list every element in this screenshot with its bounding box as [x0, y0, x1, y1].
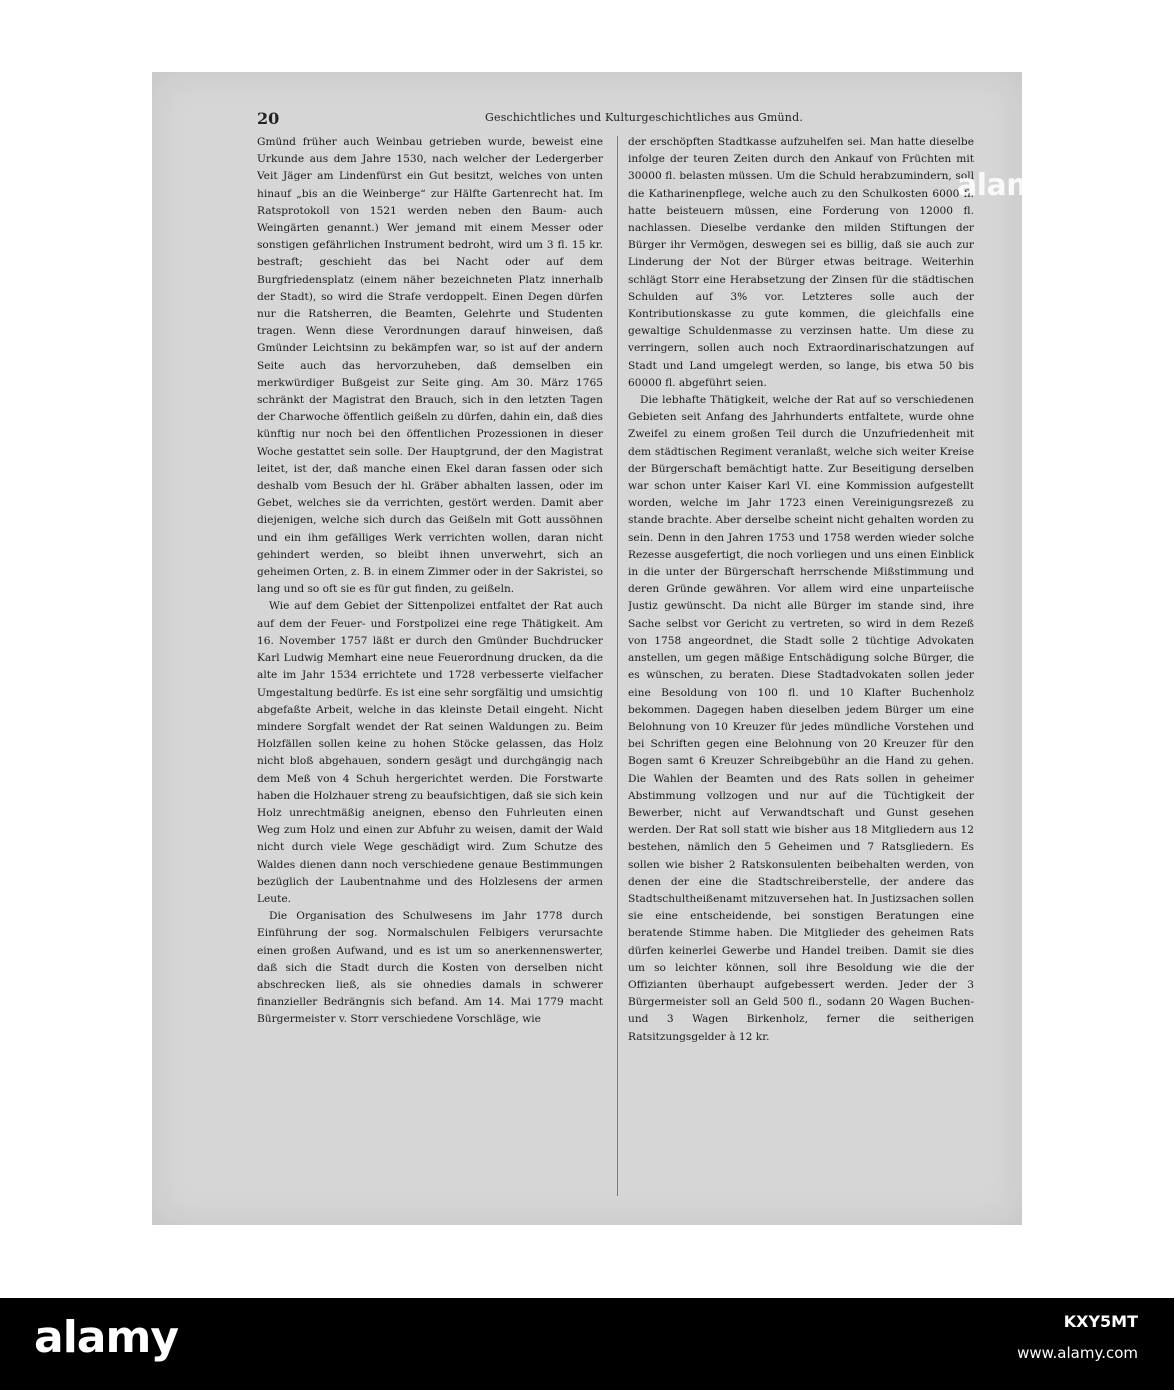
- right-column: [628, 134, 974, 1209]
- image-id: KXY5MT: [1063, 1312, 1138, 1331]
- column-divider: [617, 136, 618, 1196]
- watermark-logo: alamy: [957, 168, 1057, 203]
- left-column: [257, 134, 603, 1209]
- page-header: [257, 107, 969, 129]
- paragraph: Die Organisation des Schulwesens im Jahr 1778 durch Einführung der sog. Normalschulen Felbigers verursachte einen großen Aufwand, und es ist um so anerkennenswerter, daß sich die Stadt durch die Kosten von derselben nicht abschrecken ließ, als sie ohnedies damals in schwerer finanzieller Bedrängnis sich befand. Am 14. Mai 1779 macht Bürgermeister v. Storr verschiedene Vorschläge, wie: [257, 910, 603, 1026]
- alamy-logo: alamy: [34, 1312, 178, 1363]
- paragraph: Die lebhafte Thätigkeit, welche der Rat auf so verschiedenen Gebieten seit Anfang des Jahrhunderts entfaltete, wurde ohne Zweifel zu einem großen Teil durch die Unzufriedenheit mit dem städtischen Regiment veranlaßt, welche sich weiter Kreise der Bürgerschaft bemächtigt hatte. Zur Beseitigung derselben war schon unter Kaiser Karl VI. eine Kommission aufgestellt worden, welche im Jahr 1723 einen Vereinigungsrezeß zu stande brachte. Aber derselbe scheint nicht gehalten worden zu sein. Denn in den Jahren 1753 und 1758 werden wieder solche Rezesse ausgefertigt, die noch vorliegen und uns einen Einblick in die unter der Bürgerschaft herrschende Mißstimmung und deren Gründe gewähren. Vor allem wird eine unparteiische Justiz gewünscht. Da nicht alle Bürger im stande sind, ihre Sache selbst vor Gericht zu vertreten, so wird in dem Rezeß von 1758 angeordnet, die Stadt solle 2 tüchtige Advokaten anstellen, um gegen mäßige Entschädigung solche Bürger, die es wünschen, zu beraten. Diese Stadtadvokaten sollen jeder eine Besoldung von 100 fl. und 10 Klafter Buchenholz bekommen. Dagegen haben dieselben jedem Bürger um eine Belohnung von 10 Kreuzer für jedes mündliche Vorstehen und bei Schriften gegen eine Belohnung von 20 Kreuzer für den Bogen samt 6 Kreuzer Schreibgebühr an die Hand zu gehen. Die Wahlen der Beamten und des Rats sollen in geheimer Abstimmung vollzogen und nur auf die Tüchtigkeit der Bewerber, nicht auf Verwandtschaft und Gunst gesehen werden. Der Rat soll statt wie bisher aus 18 Mitgliedern aus 12 bestehen, nämlich den 5 Geheimen und 7 Ratsgliedern. Es sollen wie bisher 2 Ratskonsulenten beibehalten werden, von denen der eine die Stadtschreiberstelle, der andere das Stadtschultheißenamt mitzuversehen hat. In Justizsachen sollen sie eine entscheidende, bei sonstigen Beratungen eine beratende Stimme haben. Die Mitglieder des geheimen Rats dürfen keinerlei Gewerbe und Handel treiben. Damit sie dies um so leichter können, soll ihre Besoldung wie die der Offizianten überhaupt aufgebessert werden. Jeder der 3 Bürgermeister soll an Geld 500 fl., sodann 20 Wagen Buchen- und 3 Wagen Birkenholz, ferner die seitherigen Ratsitzungsgelder à 12 kr.: [628, 394, 974, 1043]
- scanned-page: [152, 72, 1057, 1225]
- footer-url[interactable]: www.alamy.com: [1017, 1344, 1138, 1362]
- paragraph: Gmünd früher auch Weinbau getrieben wurde, beweist eine Urkunde aus dem Jahre 1530, nach welcher der Ledergerber Veit Jäger am Lindenfürst ein Gut besitzt, welches von unten hinauf „bis an die Weinberge“ zur Hälfte Gartenrecht hat. Im Ratsprotokoll von 1521 werden neben den Baum- auch Weingärten genannt.) Wer jemand mit einem Messer oder sonstigen gefährlichen Instrument bedroht, wird um 3 fl. 15 kr. bestraft; geschieht das bei Nacht oder auf dem Burgfriedensplatz (einem näher bezeichneten Platz innerhalb der Stadt), so wird die Strafe verdoppelt. Einen Degen dürfen nur die Ratsherren, die Beamten, Gelehrte und Studenten tragen. Wenn diese Verordnungen darauf hinweisen, daß Gmünder Leichtsinn zu bekämpfen war, so ist auf der andern Seite auch das hervorzuheben, daß demselben ein merkwürdiger Bußgeist zur Seite ging. Am 30. März 1765 schränkt der Magistrat den Brauch, sich in den letzten Tagen der Charwoche öffentlich geißeln zu dürfen, dahin ein, daß dies künftig nur noch bei den öffentlichen Prozessionen in dieser Woche gestattet sein solle. Der Hauptgrund, der den Magistrat leitet, ist der, daß manche einen Ekel daran fassen oder sich deshalb vom Besuch der hl. Gräber abhalten lassen, oder im Gebet, welches sie da verrichten, gestört werden. Damit aber diejenigen, welche sich durch das Geißeln mit Gott aussöhnen und ein ihm gefälliges Werk verrichten wollen, daran nicht gehindert werden, so bleibt ihnen unverwehrt, sich an geheimen Orten, z. B. in einem Zimmer oder in der Sakristei, so lang und so oft sie es für gut finden, zu geißeln.: [257, 136, 603, 596]
- paragraph: Wie auf dem Gebiet der Sittenpolizei entfaltet der Rat auch auf dem der Feuer- und Forstpolizei eine rege Thätigkeit. Am 16. November 1757 läßt er durch den Gmünder Buchdrucker Karl Ludwig Memhart eine neue Feuerordnung drucken, da die alte im Jahr 1534 errichtete und 1728 verbesserte vielfacher Umgestaltung bedürfe. Es ist eine sehr sorgfältig und umsichtig abgefaßte Arbeit, welche in das kleinste Detail eingeht. Nicht mindere Sorgfalt wendet der Rat seinen Waldungen zu. Beim Holzfällen sollen keine zu hohen Stöcke gelassen, das Holz nicht bloß abgehauen, sondern gesägt und durchgängig nach dem Meß von 4 Schuh hergerichtet werden. Die Forstwarte haben die Holzhauer streng zu beaufsichtigen, daß sie sich kein Holz unrechtmäßig aneignen, ebenso den Fuhrleuten einen Weg zum Holz und einen zur Abfuhr zu weisen, damit der Wald nicht durch viele Wege geschädigt wird. Zum Schutze des Waldes dienen dann noch verschiedene genaue Bestimmungen bezüglich der Laubentnahme und des Holzlesens der armen Leute.: [257, 600, 603, 905]
- page-number: 20: [257, 109, 280, 128]
- running-head: Geschichtliches und Kulturgeschichtliches aus Gmünd.: [485, 111, 804, 124]
- paragraph: der erschöpften Stadtkasse aufzuhelfen sei. Man hatte dieselbe infolge der teuren Zeiten durch den Ankauf von Früchten mit 30000 fl. belasten müssen. Um die Schuld herabzumindern, soll die Katharinenpflege, welche auch zu den Schulkosten 6000 fl. hatte beisteuern müssen, eine Forderung von 12000 fl. nachlassen. Dieselbe verdanke den milden Stiftungen der Bürger ihr Vermögen, deswegen sei es billig, daß sie auch zur Linderung der Not der Bürger etwas beitrage. Weiterhin schlägt Storr eine Herabsetzung der Zinsen für die städtischen Schulden auf 3% vor. Letzteres solle auch der Kontributionskasse zu gute kommen, die gleichfalls eine gewaltige Schuldenmasse zu verzinsen hatte. Um diese zu verringern, sollen auch noch Extraordinarischatzungen auf Stadt und Land umgelegt werden, so lange, bis etwa 50 bis 60000 fl. abgeführt seien.: [628, 136, 974, 389]
- footer-banner: [0, 1298, 1174, 1390]
